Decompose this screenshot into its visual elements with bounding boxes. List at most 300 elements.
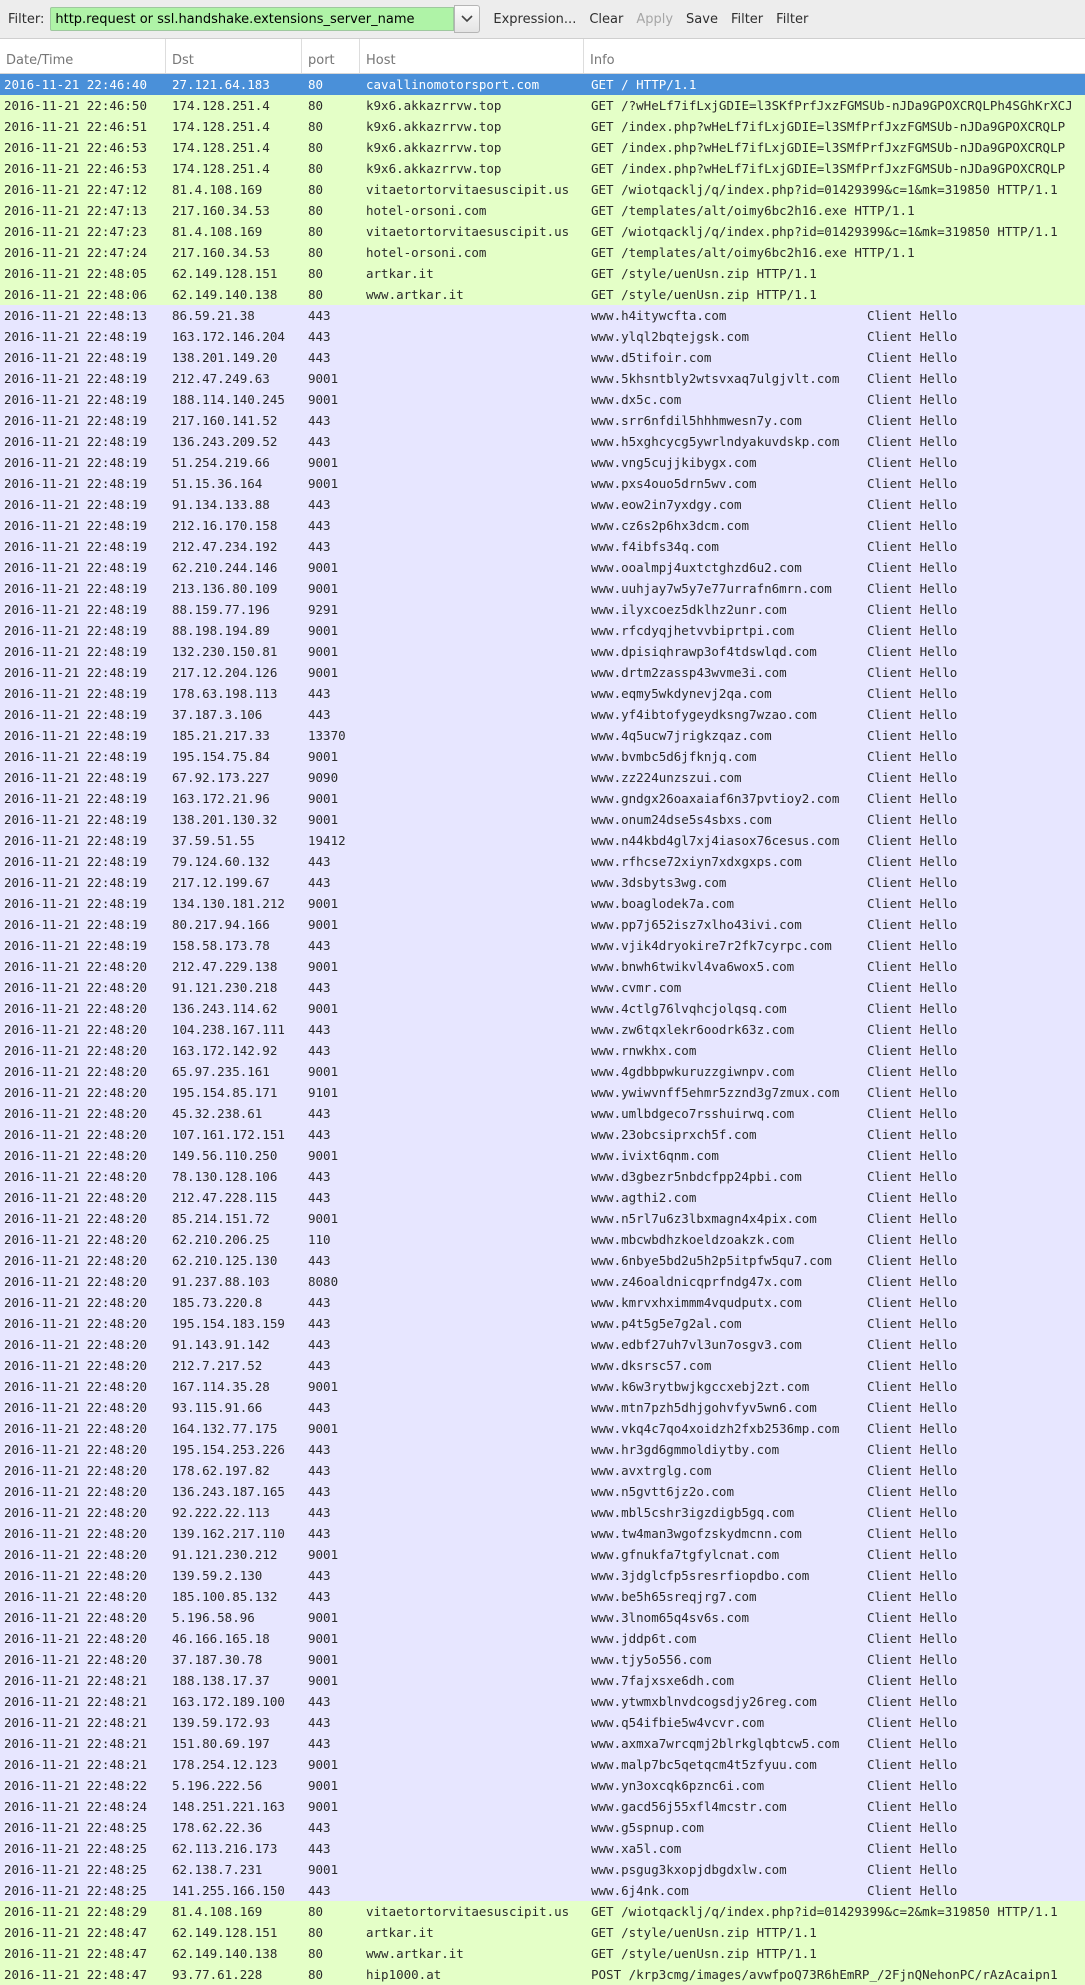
packet-row[interactable] (0, 977, 1085, 998)
info-message: Client Hello (867, 644, 958, 659)
info-message: Client Hello (867, 434, 958, 449)
chevron-down-icon (461, 15, 473, 23)
packet-row[interactable] (0, 431, 1085, 452)
packet-row[interactable] (0, 536, 1085, 557)
packet-row[interactable] (0, 1082, 1085, 1103)
cell-datetime: 2016-11-21 22:46:40 (4, 77, 147, 92)
info-content (591, 1103, 1085, 1124)
packet-row[interactable] (0, 389, 1085, 410)
info-server-name: www.psgug3kxopjdbgdxlw.com (591, 1862, 787, 1877)
cell-port: 443 (308, 1022, 331, 1037)
cell-port: 13370 (308, 728, 346, 743)
packet-row[interactable] (0, 746, 1085, 767)
packet-row[interactable] (0, 1250, 1085, 1271)
info-server-name: www.q54ifbie5w4vcvr.com (591, 1715, 765, 1730)
cell-info (584, 935, 1085, 956)
packet-row[interactable] (0, 1544, 1085, 1565)
packet-row[interactable] (0, 242, 1085, 263)
info-server-name: www.ywiwvnff5ehmr5zznd3g7zmux.com (591, 1085, 840, 1100)
info-server-name: www.ytwmxblnvdcogsdjy26reg.com (591, 1694, 817, 1709)
clear-button[interactable]: Clear (589, 11, 624, 27)
packet-row[interactable] (0, 851, 1085, 872)
packet-row[interactable] (0, 1943, 1085, 1964)
apply-button[interactable]: Apply (636, 11, 674, 27)
cell-datetime: 2016-11-21 22:48:20 (4, 1589, 147, 1604)
cell-port: 443 (308, 1442, 331, 1457)
column-header-dst[interactable]: Dst (166, 39, 302, 73)
packet-row[interactable] (0, 515, 1085, 536)
cell-dst: 136.243.187.165 (172, 1484, 285, 1499)
packet-list (0, 74, 1085, 1985)
packet-row[interactable] (0, 1460, 1085, 1481)
packet-row[interactable] (0, 347, 1085, 368)
info-message: Client Hello (867, 1001, 958, 1016)
info-server-name: www.23obcsiprxch5f.com (591, 1127, 757, 1142)
cell-datetime: 2016-11-21 22:46:50 (4, 98, 147, 113)
cell-host (360, 1355, 584, 1376)
cell-info (584, 1544, 1085, 1565)
packet-row[interactable] (0, 494, 1085, 515)
cell-datetime: 2016-11-21 22:48:25 (4, 1820, 147, 1835)
info-server-name: www.dpisiqhrawp3of4tdswlqd.com (591, 644, 817, 659)
cell-datetime: 2016-11-21 22:48:19 (4, 770, 147, 785)
cell-host (360, 1691, 584, 1712)
cell-dst: 139.162.217.110 (172, 1526, 285, 1541)
cell-info (584, 1040, 1085, 1061)
info-message: Client Hello (867, 1421, 958, 1436)
packet-row[interactable] (0, 557, 1085, 578)
cell-dst: 212.47.249.63 (172, 371, 270, 386)
cell-host (360, 578, 584, 599)
cell-dst: 91.237.88.103 (172, 1274, 270, 1289)
info-server-name: www.tw4man3wgofzskydmcnn.com (591, 1526, 802, 1541)
cell-host (360, 872, 584, 893)
packet-row[interactable] (0, 473, 1085, 494)
packet-row[interactable] (0, 1397, 1085, 1418)
cell-host (360, 1208, 584, 1229)
packet-row[interactable] (0, 914, 1085, 935)
cell-info: POST /krp3cmg/images/avwfpoQ73R6hEmRP_/2FjnQNehonPC/rAzAcaipn1 (591, 1967, 1058, 1982)
info-content (591, 389, 1085, 410)
info-content (591, 1313, 1085, 1334)
cell-host (360, 1544, 584, 1565)
packet-row[interactable] (0, 935, 1085, 956)
cell-host (360, 1460, 584, 1481)
packet-row[interactable] (0, 1145, 1085, 1166)
cell-dst: 91.121.230.212 (172, 1547, 278, 1562)
info-server-name: www.cz6s2p6hx3dcm.com (591, 518, 750, 533)
cell-info (584, 1754, 1085, 1775)
packet-row[interactable] (0, 1271, 1085, 1292)
cell-port: 9001 (308, 1211, 339, 1226)
cell-host (360, 914, 584, 935)
packet-row[interactable] (0, 1964, 1085, 1985)
packet-row[interactable] (0, 788, 1085, 809)
packet-row[interactable] (0, 620, 1085, 641)
info-server-name: www.bnwh6twikvl4va6wox5.com (591, 959, 795, 974)
packet-row[interactable] (0, 95, 1085, 116)
cell-dst: 27.121.64.183 (172, 77, 270, 92)
packet-row[interactable] (0, 1019, 1085, 1040)
info-server-name: www.zz224unzszui.com (591, 770, 742, 785)
packet-row[interactable] (0, 1313, 1085, 1334)
cell-datetime: 2016-11-21 22:48:20 (4, 1421, 147, 1436)
packet-row[interactable] (0, 1901, 1085, 1922)
packet-row[interactable] (0, 998, 1085, 1019)
packet-row[interactable] (0, 116, 1085, 137)
info-message: Client Hello (867, 1778, 958, 1793)
packet-row[interactable] (0, 1628, 1085, 1649)
cell-port: 80 (308, 1904, 324, 1919)
info-server-name: www.mtn7pzh5dhjgohvfyv5wn6.com (591, 1400, 817, 1415)
packet-row[interactable] (0, 1607, 1085, 1628)
packet-row[interactable] (0, 1796, 1085, 1817)
column-header-datetime[interactable]: Date/Time (0, 39, 166, 73)
cell-dst: 188.114.140.245 (172, 392, 285, 407)
info-server-name: www.d5tifoir.com (591, 350, 712, 365)
cell-port: 9001 (308, 476, 339, 491)
cell-dst: 92.222.22.113 (172, 1505, 270, 1520)
cell-port: 443 (308, 1568, 331, 1583)
packet-row[interactable] (0, 410, 1085, 431)
packet-row[interactable] (0, 452, 1085, 473)
cell-dst: 37.59.51.55 (172, 833, 255, 848)
cell-dst: 139.59.172.93 (172, 1715, 270, 1730)
info-server-name: www.6nbye5bd2u5h2p5itpfw5qu7.com (591, 1253, 832, 1268)
cell-datetime: 2016-11-21 22:48:19 (4, 875, 147, 890)
info-server-name: www.umlbdgeco7rsshuirwq.com (591, 1106, 795, 1121)
info-server-name: www.eqmy5wkdynevj2qa.com (591, 686, 772, 701)
cell-port: 80 (308, 119, 324, 134)
cell-dst: 185.100.85.132 (172, 1589, 278, 1604)
packet-row[interactable] (0, 221, 1085, 242)
cell-port: 443 (308, 1043, 331, 1058)
cell-dst: 67.92.173.227 (172, 770, 270, 785)
info-content (591, 872, 1085, 893)
info-content (591, 1145, 1085, 1166)
info-server-name: www.yf4ibtofygeydksng7wzao.com (591, 707, 817, 722)
info-message: Client Hello (867, 686, 958, 701)
cell-port: 443 (308, 434, 331, 449)
packet-row[interactable] (0, 704, 1085, 725)
cell-dst: 217.160.34.53 (172, 245, 270, 260)
cell-dst: 62.149.128.151 (172, 1925, 278, 1940)
info-server-name: www.drtm2zassp43wvme3i.com (591, 665, 787, 680)
info-server-name: www.cvmr.com (591, 980, 682, 995)
packet-row[interactable] (0, 956, 1085, 977)
info-content (591, 1628, 1085, 1649)
cell-host: k9x6.akkazrrvw.top (366, 161, 502, 176)
packet-row[interactable] (0, 1292, 1085, 1313)
cell-host (360, 1502, 584, 1523)
packet-row[interactable] (0, 1523, 1085, 1544)
cell-host (360, 1670, 584, 1691)
packet-row[interactable] (0, 137, 1085, 158)
packet-row[interactable] (0, 326, 1085, 347)
cell-dst: 91.121.230.218 (172, 980, 278, 995)
cell-host (360, 809, 584, 830)
packet-row[interactable] (0, 1061, 1085, 1082)
cell-info (584, 767, 1085, 788)
cell-info (584, 1019, 1085, 1040)
cell-port: 9001 (308, 1862, 339, 1877)
packet-row[interactable] (0, 1586, 1085, 1607)
packet-row[interactable] (0, 1103, 1085, 1124)
cell-host (360, 1775, 584, 1796)
packet-row[interactable] (0, 1187, 1085, 1208)
info-server-name: www.onum24dse5s4sbxs.com (591, 812, 772, 827)
packet-row[interactable] (0, 725, 1085, 746)
cell-info (584, 851, 1085, 872)
packet-row[interactable] (0, 1040, 1085, 1061)
packet-row[interactable] (0, 1355, 1085, 1376)
cell-port: 8080 (308, 1274, 339, 1289)
cell-datetime: 2016-11-21 22:46:51 (4, 119, 147, 134)
cell-host (360, 1187, 584, 1208)
packet-row[interactable] (0, 809, 1085, 830)
filter-button-2[interactable]: Filter (776, 11, 809, 27)
column-header-port[interactable]: port (302, 39, 360, 73)
packet-row[interactable] (0, 1754, 1085, 1775)
cell-port: 9001 (308, 1631, 339, 1646)
cell-port: 9001 (308, 1421, 339, 1436)
cell-dst: 51.254.219.66 (172, 455, 270, 470)
packet-row[interactable] (0, 1712, 1085, 1733)
cell-dst: 167.114.35.28 (172, 1379, 270, 1394)
packet-row[interactable] (0, 662, 1085, 683)
packet-row[interactable] (0, 263, 1085, 284)
packet-row[interactable] (0, 368, 1085, 389)
cell-port: 80 (308, 182, 324, 197)
cell-info: GET /style/uenUsn.zip HTTP/1.1 (591, 287, 817, 302)
packet-row[interactable] (0, 305, 1085, 326)
cell-info: GET /wiotqacklj/q/index.php?id=01429399&c=2&mk=319850 HTTP/1.1 (591, 1904, 1058, 1919)
save-button[interactable]: Save (686, 11, 718, 27)
info-content (591, 473, 1085, 494)
packet-row[interactable] (0, 1880, 1085, 1901)
column-header-host[interactable]: Host (360, 39, 584, 73)
cell-datetime: 2016-11-21 22:48:05 (4, 266, 147, 281)
cell-datetime: 2016-11-21 22:48:20 (4, 1484, 147, 1499)
packet-row[interactable] (0, 1838, 1085, 1859)
cell-host (360, 1838, 584, 1859)
info-content (591, 1565, 1085, 1586)
packet-row[interactable] (0, 1502, 1085, 1523)
packet-row[interactable] (0, 1334, 1085, 1355)
info-content (591, 1859, 1085, 1880)
cell-host (360, 1733, 584, 1754)
cell-host (360, 851, 584, 872)
cell-info (584, 641, 1085, 662)
packet-row[interactable] (0, 641, 1085, 662)
cell-port: 9001 (308, 455, 339, 470)
cell-dst: 93.77.61.228 (172, 1967, 263, 1982)
info-content (591, 1439, 1085, 1460)
cell-dst: 217.12.199.67 (172, 875, 270, 890)
packet-row[interactable] (0, 1124, 1085, 1145)
cell-datetime: 2016-11-21 22:48:19 (4, 476, 147, 491)
cell-port: 9001 (308, 1064, 339, 1079)
packet-row[interactable] (0, 872, 1085, 893)
cell-dst: 163.172.21.96 (172, 791, 270, 806)
packet-row[interactable] (0, 179, 1085, 200)
cell-port: 80 (308, 203, 324, 218)
cell-host (360, 1229, 584, 1250)
info-server-name: www.agthi2.com (591, 1190, 697, 1205)
packet-row[interactable] (0, 1229, 1085, 1250)
packet-list-header (0, 39, 1085, 74)
packet-row[interactable] (0, 1565, 1085, 1586)
cell-info (584, 1838, 1085, 1859)
info-message: Client Hello (867, 1463, 958, 1478)
cell-datetime: 2016-11-21 22:48:20 (4, 1652, 147, 1667)
info-content (591, 1187, 1085, 1208)
packet-row[interactable] (0, 1166, 1085, 1187)
cell-info (584, 746, 1085, 767)
cell-datetime: 2016-11-21 22:48:20 (4, 1442, 147, 1457)
cell-host (360, 1271, 584, 1292)
info-server-name: www.g5spnup.com (591, 1820, 704, 1835)
cell-info (584, 1880, 1085, 1901)
filter-history-dropdown[interactable] (454, 5, 480, 33)
cell-dst: 5.196.58.96 (172, 1610, 255, 1625)
cell-port: 19412 (308, 833, 346, 848)
info-message: Client Hello (867, 917, 958, 932)
cell-info (584, 557, 1085, 578)
info-message: Client Hello (867, 854, 958, 869)
cell-host: vitaetortorvitaesuscipit.us (366, 182, 570, 197)
cell-dst: 93.115.91.66 (172, 1400, 263, 1415)
cell-datetime: 2016-11-21 22:48:19 (4, 665, 147, 680)
info-message: Client Hello (867, 1799, 958, 1814)
packet-row[interactable] (0, 1376, 1085, 1397)
info-message: Client Hello (867, 938, 958, 953)
cell-port: 80 (308, 98, 324, 113)
packet-row[interactable] (0, 1670, 1085, 1691)
info-server-name: www.be5h65sreqjrg7.com (591, 1589, 757, 1604)
cell-port: 9001 (308, 1652, 339, 1667)
display-filter-input[interactable] (50, 7, 454, 31)
cell-datetime: 2016-11-21 22:48:19 (4, 371, 147, 386)
info-server-name: www.ooalmpj4uxtctghzd6u2.com (591, 560, 802, 575)
info-server-name: www.vng5cujjkibygx.com (591, 455, 757, 470)
column-header-info[interactable]: Info (590, 53, 615, 68)
packet-row[interactable] (0, 1691, 1085, 1712)
packet-row[interactable] (0, 1649, 1085, 1670)
packet-row[interactable] (0, 830, 1085, 851)
packet-row[interactable] (0, 599, 1085, 620)
info-message: Client Hello (867, 980, 958, 995)
cell-port: 9001 (308, 392, 339, 407)
expression-button[interactable]: Expression... (493, 11, 577, 27)
packet-row[interactable] (0, 200, 1085, 221)
info-server-name: www.ivixt6qnm.com (591, 1148, 719, 1163)
cell-info (584, 1523, 1085, 1544)
cell-host (360, 662, 584, 683)
cell-info (584, 1733, 1085, 1754)
info-server-name: www.gndgx26oaxaiaf6n37pvtioy2.com (591, 791, 840, 806)
packet-row[interactable] (0, 1922, 1085, 1943)
cell-datetime: 2016-11-21 22:48:20 (4, 959, 147, 974)
cell-dst: 62.113.216.173 (172, 1841, 278, 1856)
packet-row[interactable] (0, 1208, 1085, 1229)
info-content (591, 809, 1085, 830)
cell-datetime: 2016-11-21 22:48:21 (4, 1715, 147, 1730)
cell-info (584, 1187, 1085, 1208)
cell-port: 443 (308, 1841, 331, 1856)
cell-info (584, 1628, 1085, 1649)
packet-row[interactable] (0, 578, 1085, 599)
info-content (591, 452, 1085, 473)
packet-row[interactable] (0, 74, 1085, 95)
cell-port: 443 (308, 308, 331, 323)
packet-row[interactable] (0, 1733, 1085, 1754)
cell-host (360, 326, 584, 347)
info-message: Client Hello (867, 1547, 958, 1562)
cell-port: 110 (308, 1232, 331, 1247)
filter-label: Filter: (8, 11, 45, 27)
cell-host (360, 1712, 584, 1733)
cell-port: 9001 (308, 896, 339, 911)
info-server-name: www.mbl5cshr3igzdigb5gq.com (591, 1505, 795, 1520)
info-message: Client Hello (867, 1400, 958, 1415)
cell-dst: 212.7.217.52 (172, 1358, 263, 1373)
cell-datetime: 2016-11-21 22:48:24 (4, 1799, 147, 1814)
cell-info (584, 1775, 1085, 1796)
cell-host (360, 788, 584, 809)
info-message: Client Hello (867, 371, 958, 386)
cell-datetime: 2016-11-21 22:48:20 (4, 1526, 147, 1541)
cell-dst: 80.217.94.166 (172, 917, 270, 932)
cell-info: GET /?wHeLf7ifLxjGDIE=l3SKfPrfJxzFGMSUb-nJDa9GPOXCRQLPh4SGhKrXCJ (591, 98, 1073, 113)
cell-dst: 212.47.229.138 (172, 959, 278, 974)
cell-datetime: 2016-11-21 22:48:19 (4, 602, 147, 617)
info-content (591, 935, 1085, 956)
cell-dst: 185.73.220.8 (172, 1295, 263, 1310)
packet-row[interactable] (0, 767, 1085, 788)
info-server-name: www.n5gvtt6jz2o.com (591, 1484, 734, 1499)
cell-host (360, 1082, 584, 1103)
packet-row[interactable] (0, 683, 1085, 704)
info-message: Client Hello (867, 497, 958, 512)
cell-info: GET /index.php?wHeLf7ifLxjGDIE=l3SMfPrfJxzFGMSUb-nJDa9GPOXCRQLP (591, 140, 1066, 155)
packet-row[interactable] (0, 893, 1085, 914)
info-message: Client Hello (867, 1526, 958, 1541)
cell-datetime: 2016-11-21 22:48:19 (4, 623, 147, 638)
info-server-name: www.4q5ucw7jrigkzqaz.com (591, 728, 772, 743)
cell-dst: 136.243.114.62 (172, 1001, 278, 1016)
cell-port: 443 (308, 1589, 331, 1604)
info-server-name: www.yn3oxcqk6pznc6i.com (591, 1778, 765, 1793)
cell-host (360, 1754, 584, 1775)
filter-button-1[interactable]: Filter (730, 11, 764, 27)
packet-row[interactable] (0, 284, 1085, 305)
info-message: Client Hello (867, 1190, 958, 1205)
packet-row[interactable] (0, 158, 1085, 179)
packet-row[interactable] (0, 1418, 1085, 1439)
packet-row[interactable] (0, 1439, 1085, 1460)
packet-row[interactable] (0, 1817, 1085, 1838)
packet-row[interactable] (0, 1481, 1085, 1502)
cell-dst: 174.128.251.4 (172, 161, 270, 176)
info-server-name: www.4ctlg76lvqhcjolqsq.com (591, 1001, 787, 1016)
packet-row[interactable] (0, 1775, 1085, 1796)
packet-row[interactable] (0, 1859, 1085, 1880)
cell-info (584, 704, 1085, 725)
cell-info (584, 683, 1085, 704)
cell-port: 443 (308, 1190, 331, 1205)
info-message: Client Hello (867, 1757, 958, 1772)
